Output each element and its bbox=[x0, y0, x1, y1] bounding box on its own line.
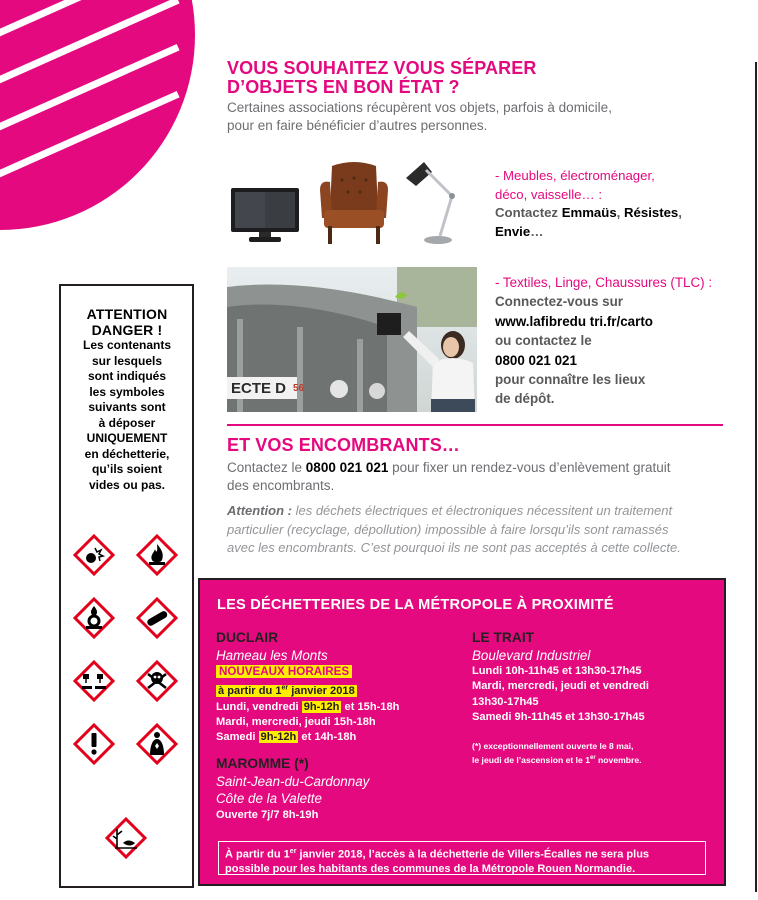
danger-line: Les contenants bbox=[82, 338, 172, 352]
section-title-donate bbox=[227, 59, 536, 97]
duclair-place: Hameau les Monts bbox=[216, 648, 328, 663]
maromme-hours: Ouverte 7j/7 8h-19h bbox=[216, 809, 319, 821]
org-resistes: Résistes bbox=[624, 205, 679, 220]
attention-note: Attention : les déchets électriques et électroniques nécessitent un traitement particulier (recyclage, dépollution) impossible à faire lorsqu’ils sont ramassés avec les encombrants. C’est pourquoi ils ne sont pas acceptés à cette collecte. bbox=[227, 503, 681, 555]
villers-ecalles-notice: À partir du 1er janvier 2018, l’accès à la déchetterie de Villers-Écalles ne sera plus possible pour les habitants des communes de la Métropole Rouen Normandie. bbox=[218, 841, 706, 875]
lafibredutri-link: www.lafibredu tri.fr/carto bbox=[495, 313, 653, 329]
title-line-1: VOUS SOUHAITEZ VOUS SÉPARER bbox=[227, 58, 537, 78]
intro-text: Certaines associations récupèrent vos objets, parfois à domicile, pour en faire bénéficier d’autres personnes. bbox=[227, 100, 612, 133]
section-divider bbox=[227, 424, 723, 426]
skull-icon bbox=[136, 660, 178, 702]
danger-line: suivants sont bbox=[88, 400, 166, 414]
title-line-2: D’OBJETS EN BON ÉTAT ? bbox=[227, 77, 460, 97]
maromme-footnote: (*) exceptionnellement ouverte le 8 mai, le jeudi de l’ascension et le 1er novembre. bbox=[472, 741, 642, 765]
armchair-image bbox=[318, 160, 390, 250]
furniture-info: - Meubles, électroménager, déco, vaisselle… : Contactez Emmaüs, Résistes, Envie… bbox=[495, 168, 682, 239]
textile-container-photo bbox=[227, 267, 477, 412]
danger-line: UNIQUEMENT bbox=[86, 431, 168, 445]
tv-image bbox=[229, 186, 301, 244]
danger-line: sont indiqués bbox=[88, 369, 166, 383]
maromme-name: MAROMME (*) bbox=[216, 756, 309, 771]
org-emmaus: Emmaüs bbox=[561, 205, 617, 220]
textile-info: - Textiles, Linge, Chaussures (TLC) : Connectez-vous sur www.lafibredu tri.fr/carto ou contactez le 0800 021 021 pour connaître les lieux de dépôt. bbox=[495, 275, 713, 407]
duclair-hours: NOUVEAUX HORAIRES à partir du 1er janvier 2018 Lundi, vendredi 9h-12h et 15h-18h Mardi, mercredi, jeudi 15h-18h Samedi 9h-12h et 14h-18h bbox=[216, 665, 400, 744]
danger-line: les symboles bbox=[89, 384, 165, 399]
decorative-circle bbox=[0, 0, 195, 230]
danger-line: sur lesquels bbox=[91, 353, 163, 368]
danger-line: en déchetterie, bbox=[84, 446, 170, 461]
danger-line: à déposer bbox=[98, 415, 156, 430]
new-hours-badge: NOUVEAUX HORAIRES bbox=[216, 665, 352, 678]
explosive-icon bbox=[73, 534, 115, 576]
duclair-name: DUCLAIR bbox=[216, 630, 279, 645]
section-title-encombrants: ET VOS ENCOMBRANTS… bbox=[227, 435, 460, 455]
exclamation-icon bbox=[73, 723, 115, 765]
svg-text:ECTE D: ECTE D bbox=[231, 380, 287, 397]
corrosive-icon bbox=[73, 660, 115, 702]
textile-phone: 0800 021 021 bbox=[495, 352, 577, 368]
danger-text: ATTENTION DANGER ! Les contenants sur lesquels sont indiqués les symboles suivants sont à déposer UNIQUEMENT en déchetterie, qu’ils soient vides ou pas. bbox=[62, 306, 192, 493]
encombrants-contact: Contactez le 0800 021 021 pour fixer un rendez-vous d’enlèvement gratuit des encombrants. bbox=[227, 460, 671, 493]
maromme-place: Saint-Jean-du-Cardonnay Côte de la Valette bbox=[216, 774, 370, 806]
danger-line: qu’ils soient bbox=[91, 462, 162, 476]
svg-text:56: 56 bbox=[293, 383, 305, 394]
oxidizer-icon bbox=[73, 597, 115, 639]
letrait-name: LE TRAIT bbox=[472, 630, 535, 645]
org-envie: Envie bbox=[495, 223, 531, 239]
flammable-icon bbox=[136, 534, 178, 576]
letrait-place: Boulevard Industriel bbox=[472, 648, 591, 663]
danger-line: vides ou pas. bbox=[88, 477, 166, 492]
page-right-rule bbox=[755, 62, 757, 892]
decheteries-title: LES DÉCHETTERIES DE LA MÉTROPOLE À PROXIMITÉ bbox=[217, 597, 614, 613]
desk-lamp-image bbox=[402, 156, 468, 246]
health-hazard-icon bbox=[136, 723, 178, 765]
environment-icon bbox=[105, 817, 147, 859]
gas-cylinder-icon bbox=[136, 597, 178, 639]
letrait-hours: Lundi 10h-11h45 et 13h30-17h45 Mardi, mercredi, jeudi et vendredi 13h30-17h45 Samedi 9h-11h45 et 13h30-17h45 bbox=[472, 665, 649, 724]
encombrants-phone: 0800 021 021 bbox=[305, 460, 389, 475]
